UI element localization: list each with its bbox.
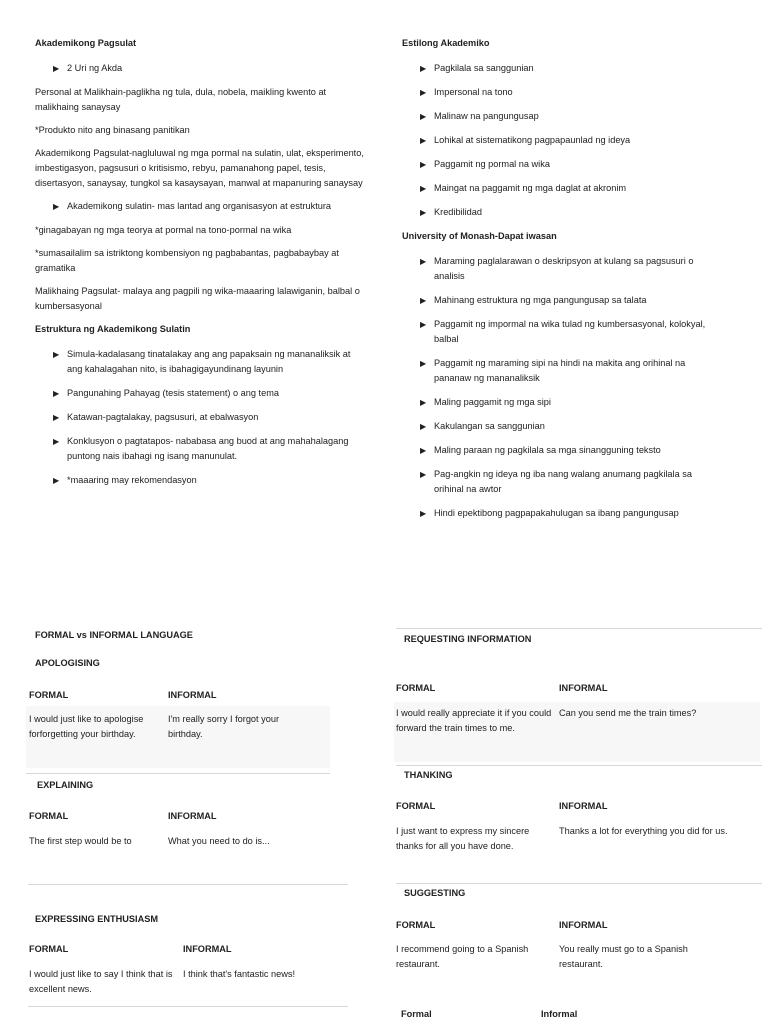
estruktura-list bbox=[53, 347, 367, 488]
paragraph: *ginagabayan ng mga teorya at pormal na tono-pormal na wika bbox=[35, 225, 292, 235]
bullet-icon: ▶ bbox=[420, 160, 427, 169]
informal-label: INFORMAL bbox=[168, 811, 217, 821]
formal-label: FORMAL bbox=[29, 944, 69, 954]
bullet-icon: ▶ bbox=[53, 64, 60, 73]
list-item: ▶ Mahinang estruktura ng mga pangungusap sa talata bbox=[420, 293, 722, 308]
list-item: ▶ 2 Uri ng Akda bbox=[53, 61, 367, 76]
explaining-formal: The first step would be to bbox=[29, 836, 132, 846]
formal-label: FORMAL bbox=[29, 690, 69, 700]
paragraph: *sumasailalim sa istriktong kombensiyon ng pagbabantas, pagbabaybay at gramatika bbox=[35, 248, 339, 273]
bullet-icon: ▶ bbox=[53, 350, 60, 359]
list-item: ▶ Hindi epektibong pagpapakahulugan sa ibang pangungusap bbox=[420, 506, 722, 521]
estilo-list bbox=[420, 61, 722, 220]
list-item: ▶ Maling paggamit ng mga sipi bbox=[420, 395, 722, 410]
requesting-informal: Can you send me the train times? bbox=[559, 708, 697, 718]
suggesting-heading: SUGGESTING bbox=[404, 888, 466, 898]
thanking-heading: THANKING bbox=[404, 770, 453, 780]
list-item: ▶ Katawan-pagtalakay, pagsusuri, at ebalwasyon bbox=[53, 410, 367, 425]
formal-label: Formal bbox=[401, 1009, 432, 1019]
list-item: ▶ Paggamit ng maraming sipi na hindi na makita ang orihinal na pananaw ng mananaliksik bbox=[420, 356, 722, 386]
bullet-icon: ▶ bbox=[53, 437, 60, 446]
bullet-icon: ▶ bbox=[420, 136, 427, 145]
bullet-icon: ▶ bbox=[420, 446, 427, 455]
bullet-icon: ▶ bbox=[420, 320, 427, 329]
formal-label: FORMAL bbox=[396, 920, 436, 930]
list-item: ▶ Pagkilala sa sanggunian bbox=[420, 61, 722, 76]
list-item: ▶ Akademikong sulatin- mas lantad ang organisasyon at estruktura bbox=[53, 199, 367, 214]
explaining-informal: What you need to do is... bbox=[168, 836, 270, 846]
bullet-icon: ▶ bbox=[420, 422, 427, 431]
list-item: ▶ Simula-kadalasang tinatalakay ang ang papaksain ng mananaliksik at ang kahalagahan nito, is ibahagigayundinang layunin bbox=[53, 347, 367, 377]
divider bbox=[26, 773, 330, 774]
list-item: ▶ Pag-angkin ng ideya ng iba nang walang anumang pagkilala sa orihinal na awtor bbox=[420, 467, 722, 497]
paragraph: *Produkto nito ang binasang panitikan bbox=[35, 125, 190, 135]
enthusiasm-heading: EXPRESSING ENTHUSIASM bbox=[35, 914, 159, 924]
bullet-icon: ▶ bbox=[420, 64, 427, 73]
requesting-heading: REQUESTING INFORMATION bbox=[404, 634, 532, 644]
paragraph: Akademikong Pagsulat-nagluluwal ng mga pormal na sulatin, ulat, eksperimento, imbestigasyon, pagsusuri o kritisismo, rebyu, pamanahong papel, tesis, disertasyon, sanaysay, tungkol sa kasaysayan, manwal at mapanuring sanaysay bbox=[35, 148, 364, 188]
estruktura-title: Estruktura ng Akademikong Sulatin bbox=[35, 324, 191, 334]
divider bbox=[396, 765, 762, 766]
bullet-icon: ▶ bbox=[53, 202, 60, 211]
list-item: ▶ Impersonal na tono bbox=[420, 85, 722, 100]
bullet-icon: ▶ bbox=[420, 88, 427, 97]
divider bbox=[28, 1006, 348, 1007]
language-title: FORMAL vs INFORMAL LANGUAGE bbox=[35, 630, 193, 640]
informal-label: INFORMAL bbox=[168, 690, 217, 700]
bullet-icon: ▶ bbox=[420, 509, 427, 518]
monash-list bbox=[420, 254, 722, 521]
apologising-heading: APOLOGISING bbox=[35, 658, 100, 668]
informal-label: INFORMAL bbox=[559, 683, 608, 693]
list-item: ▶ Pangunahing Pahayag (tesis statement) o ang tema bbox=[53, 386, 367, 401]
requesting-formal: I would really appreciate it if you could forward the train times to me. bbox=[396, 708, 552, 733]
suggesting-formal: I recommend going to a Spanish restaurant. bbox=[396, 944, 529, 969]
list-item: ▶ Konklusyon o pagtatapos- nababasa ang buod at ang mahahalagang puntong nais ibahagi ng isang manunulat. bbox=[53, 434, 367, 464]
list-item: ▶ Lohikal at sistematikong pagpapaunlad ng ideya bbox=[420, 133, 722, 148]
formal-label: FORMAL bbox=[396, 683, 436, 693]
list-item: ▶ Paggamit ng pormal na wika bbox=[420, 157, 722, 172]
apologising-formal: I would just like to apologise forforgetting your birthday. bbox=[29, 714, 144, 739]
bullet-icon: ▶ bbox=[420, 112, 427, 121]
paragraph: Malikhaing Pagsulat- malaya ang pagpili ng wika-maaaring lalawiganin, balbal o kumbersasyonal bbox=[35, 286, 360, 311]
list-item: ▶ Paggamit ng impormal na wika tulad ng kumbersasyonal, kolokyal, balbal bbox=[420, 317, 722, 347]
bullet-icon: ▶ bbox=[420, 470, 427, 479]
bullet-icon: ▶ bbox=[420, 184, 427, 193]
enthusiasm-formal: I would just like to say I think that is excellent news. bbox=[29, 969, 173, 994]
monash-title: University of Monash-Dapat iwasan bbox=[402, 231, 557, 241]
list-item: ▶ Maingat na paggamit ng mga daglat at akronim bbox=[420, 181, 722, 196]
formal-label: FORMAL bbox=[396, 801, 436, 811]
suggesting-informal: You really must go to a Spanish restaurant. bbox=[559, 944, 688, 969]
list-item: ▶ Malinaw na pangungusap bbox=[420, 109, 722, 124]
enthusiasm-informal: I think that's fantastic news! bbox=[183, 969, 296, 979]
list-item: ▶ Maling paraan ng pagkilala sa mga sinangguning teksto bbox=[420, 443, 722, 458]
estilong-akademiko-title: Estilong Akademiko bbox=[402, 38, 490, 48]
divider bbox=[396, 628, 762, 629]
divider bbox=[28, 884, 348, 885]
bullet-icon: ▶ bbox=[420, 296, 427, 305]
bullet-icon: ▶ bbox=[420, 208, 427, 217]
thanking-formal: I just want to express my sincere thanks for all you have done. bbox=[396, 826, 530, 851]
thanking-informal: Thanks a lot for everything you did for us. bbox=[559, 826, 728, 836]
right-column bbox=[402, 36, 722, 530]
explaining-heading: EXPLAINING bbox=[37, 780, 94, 790]
divider bbox=[396, 883, 762, 884]
apologising-informal: I'm really sorry I forgot your birthday. bbox=[168, 714, 280, 739]
informal-label: INFORMAL bbox=[559, 920, 608, 930]
bullet-icon: ▶ bbox=[420, 398, 427, 407]
bullet-icon: ▶ bbox=[53, 476, 60, 485]
informal-label: Informal bbox=[541, 1009, 578, 1019]
list-item: ▶ Maraming paglalarawan o deskripsyon at kulang sa pagsusuri o analisis bbox=[420, 254, 722, 284]
list-item: ▶ *maaaring may rekomendasyon bbox=[53, 473, 367, 488]
formal-label: FORMAL bbox=[29, 811, 69, 821]
list-item: ▶ Kredibilidad bbox=[420, 205, 722, 220]
paragraph: Personal at Malikhain-paglikha ng tula, dula, nobela, maikling kwento at malikhaing sanaysay bbox=[35, 87, 327, 112]
bullet-icon: ▶ bbox=[53, 413, 60, 422]
bullet-icon: ▶ bbox=[420, 257, 427, 266]
left-column bbox=[35, 36, 367, 497]
akademikong-pagsulat-title: Akademikong Pagsulat bbox=[35, 38, 137, 48]
list-item: ▶ Kakulangan sa sanggunian bbox=[420, 419, 722, 434]
informal-label: INFORMAL bbox=[183, 944, 232, 954]
informal-label: INFORMAL bbox=[559, 801, 608, 811]
bullet-icon: ▶ bbox=[420, 359, 427, 368]
bullet-icon: ▶ bbox=[53, 389, 60, 398]
